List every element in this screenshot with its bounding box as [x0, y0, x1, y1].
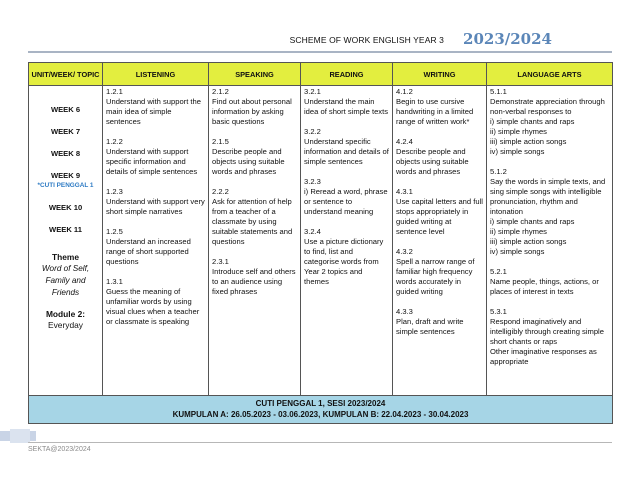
speaking-cell	[209, 86, 301, 396]
session-year: 2023/2024	[463, 30, 552, 48]
learning-standard: 4.3.2 Spell a narrow range of familiar high frequency words accurately in guided writing	[396, 247, 475, 296]
learning-standard: 3.2.3 i) Reread a word, phrase or sentence to understand meaning	[304, 177, 388, 216]
learning-standard: 2.1.2 Find out about personal information by asking basic questions	[212, 87, 292, 126]
column-header-writing: WRITING	[393, 63, 487, 86]
column-header-language-arts: LANGUAGE ARTS	[487, 63, 613, 86]
document-title: SCHEME OF WORK ENGLISH YEAR 3	[289, 35, 444, 45]
unit-cell	[29, 86, 103, 396]
week-label: WEEK 7	[50, 127, 81, 136]
holiday-title: CUTI PENGGAL 1, SESI 2023/2024	[255, 399, 386, 408]
learning-standard: 2.1.5 Describe people and objects using suitable words and phrases	[212, 137, 285, 176]
decorative-block	[10, 429, 30, 443]
holiday-note: *CUTI PENGGAL 1	[37, 182, 94, 189]
header-row	[29, 63, 613, 86]
content-row	[29, 86, 613, 396]
learning-standard: 3.2.2 Understand specific information and details of simple sentences	[304, 127, 389, 166]
writing-cell	[393, 86, 487, 396]
theme-label: Theme	[52, 252, 79, 262]
column-header-listening: LISTENING	[103, 63, 209, 86]
learning-standard: 2.2.2 Ask for attention of help from a teacher of a classmate by using suitable statements and questions	[212, 187, 293, 246]
column-header-reading: READING	[301, 63, 393, 86]
learning-standard: 1.3.1 Guess the meaning of unfamiliar words by using visual clues when a teacher or classmate is speaking	[106, 277, 200, 326]
week-label: WEEK 8	[50, 149, 81, 158]
week-label: WEEK 9	[50, 171, 81, 180]
learning-standard: 4.3.3 Plan, draft and write simple sentences	[396, 307, 464, 336]
module-label: Module 2:	[45, 309, 86, 319]
header-divider	[28, 51, 612, 53]
column-header-unit: UNIT/WEEK/ TOPIC	[29, 63, 103, 86]
document-header	[0, 30, 552, 50]
page-footer: SEKTA@2023/2024	[28, 446, 91, 453]
module-name: Everyday	[48, 320, 83, 330]
learning-standard: 1.2.1 Understand with support the main idea of simple sentences	[106, 87, 201, 126]
holiday-banner	[29, 396, 613, 424]
week-label: WEEK 6	[50, 105, 81, 114]
reading-cell	[301, 86, 393, 396]
listening-cell	[103, 86, 209, 396]
column-header-speaking: SPEAKING	[209, 63, 301, 86]
learning-standard: 5.3.1 Respond imaginatively and intelligibly through creating simple short chants or raps Other imaginative responses as appropriate	[490, 307, 604, 366]
learning-standard: 5.1.1 Demonstrate appreciation through non-verbal responses to i) simple chants and raps ii) simple rhymes iii) simple action songs iv) simple songs	[490, 87, 605, 156]
learning-standard: 5.2.1 Name people, things, actions, or places of interest in texts	[490, 267, 599, 296]
language-arts-cell	[487, 86, 613, 396]
learning-standard: 3.2.1 Understand the main idea of short simple texts	[304, 87, 388, 116]
learning-standard: 1.2.3 Understand with support very short simple narratives	[106, 187, 205, 216]
learning-standard: 4.2.4 Describe people and objects using suitable words and phrases	[396, 137, 469, 176]
learning-standard: 1.2.2 Understand with support specific information and details of simple sentences	[106, 137, 198, 176]
holiday-row	[29, 396, 613, 424]
week-label: WEEK 11	[49, 225, 82, 234]
week-label: WEEK 10	[48, 203, 83, 212]
learning-standard: 4.3.1 Use capital letters and full stops appropriately in guided writing at sentence level	[396, 187, 483, 236]
learning-standard: 4.1.2 Begin to use cursive handwriting in a limited range of written work*	[396, 87, 474, 126]
learning-standard: 2.3.1 Introduce self and others to an audience using fixed phrases	[212, 257, 296, 296]
theme-name: Word of Self, Family and Friends	[41, 264, 90, 297]
footer-divider	[28, 442, 612, 443]
learning-standard: 5.1.2 Say the words in simple texts, and sing simple songs with intelligible pronunciation, rhythm and intonation i) simple chants and raps ii) simple rhymes iii) simple action songs iv) simple songs	[490, 167, 606, 256]
holiday-dates: KUMPULAN A: 26.05.2023 - 03.06.2023, KUMPULAN B: 22.04.2023 - 30.04.2023	[172, 410, 469, 419]
learning-standard: 3.2.4 Use a picture dictionary to find, list and categorise words from Year 2 topics and themes	[304, 227, 384, 286]
scheme-table	[28, 62, 613, 424]
learning-standard: 1.2.5 Understand an increased range of short supported questions	[106, 227, 191, 266]
